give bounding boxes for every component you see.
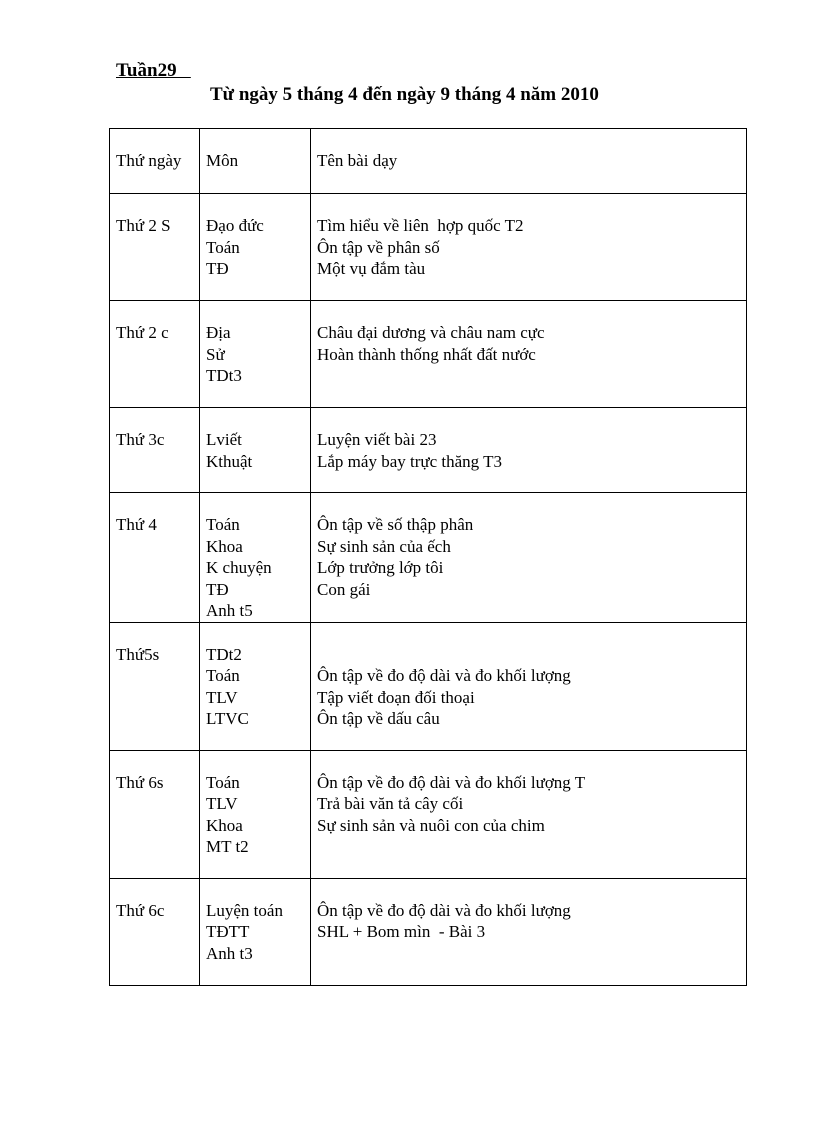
table-row <box>110 301 747 408</box>
lesson-cell-line: SHL + Bom mìn - Bài 3 <box>317 922 486 941</box>
subject-cell-line: Luyện toán <box>206 900 283 920</box>
table-row <box>110 408 747 493</box>
lesson-cell-line: Ôn tập về đo độ dài và đo khối lượng <box>317 900 571 920</box>
date-range-title: Từ ngày 5 tháng 4 đến ngày 9 tháng 4 năm 2010 <box>210 84 599 105</box>
lesson-cell-line: Sự sinh sản của ếch <box>317 536 451 556</box>
subject-cell-line: Anh t5 <box>206 601 253 620</box>
header-subject-label: Môn <box>206 151 239 170</box>
lesson-cell-line: Sự sinh sản và nuôi con của chim <box>317 815 545 835</box>
lesson-cell-line: Ôn tập về đo độ dài và đo khối lượng <box>317 666 571 685</box>
subject-cell-line: Lviết <box>206 430 242 449</box>
schedule-table <box>109 128 747 986</box>
lesson-cell-line: Lắp máy bay trực thăng T3 <box>317 451 502 471</box>
lesson-cell-line: Hoàn thành thống nhất đất nước <box>317 344 536 364</box>
subject-cell-line: Toán <box>206 515 240 534</box>
subject-cell <box>200 750 311 878</box>
subject-cell-line: TLV <box>206 794 238 813</box>
day-cell-label: Thứ 3c <box>116 430 165 449</box>
day-cell-label: Thứ 2 c <box>116 323 169 342</box>
day-cell-label: Thứ 2 S <box>116 216 171 235</box>
day-cell <box>110 878 200 985</box>
table-row <box>110 622 747 750</box>
subject-cell-line: TLV <box>206 687 238 707</box>
lesson-cell <box>311 194 747 301</box>
lesson-cell-line: Ôn tập về phân số <box>317 237 440 257</box>
day-cell-label: Thứ 6c <box>116 900 165 920</box>
subject-cell-line: TĐ <box>206 579 229 599</box>
table-header-row <box>110 129 747 194</box>
table-row <box>110 493 747 623</box>
table-row <box>110 878 747 985</box>
lesson-cell-line: Trả bài văn tả cây cối <box>317 794 464 813</box>
lesson-cell <box>311 493 747 623</box>
lesson-cell-line: Tìm hiểu về liên hợp quốc T2 <box>317 216 524 235</box>
header-lesson <box>311 129 747 194</box>
subject-cell-line: K chuyện <box>206 558 272 577</box>
week-title: Tuần29 <box>116 60 191 81</box>
subject-cell-line: Sử <box>206 344 225 364</box>
subject-cell-line: Toán <box>206 666 240 685</box>
lesson-cell-line <box>317 644 740 666</box>
subject-cell-line: MT t2 <box>206 837 249 856</box>
day-cell <box>110 194 200 301</box>
lesson-cell-line: Châu đại dương và châu nam cực <box>317 323 545 342</box>
subject-cell-line: Đạo đức <box>206 216 264 235</box>
lesson-cell-line: Luyện viết bài 23 <box>317 430 437 449</box>
day-cell <box>110 622 200 750</box>
subject-cell-line: Khoa <box>206 815 243 835</box>
lesson-cell-line: Con gái <box>317 579 371 599</box>
lesson-cell-line: Một vụ đắm tàu <box>317 259 426 278</box>
lesson-cell <box>311 408 747 493</box>
subject-cell <box>200 408 311 493</box>
subject-cell-line: TĐ <box>206 259 229 278</box>
subject-cell-line: Khoa <box>206 536 243 556</box>
subject-cell-line: Địa <box>206 323 231 342</box>
subject-cell-line: TDt3 <box>206 366 242 385</box>
header-lesson-label: Tên bài dạy <box>317 151 398 170</box>
lesson-cell <box>311 622 747 750</box>
subject-cell-line: TDt2 <box>206 644 242 664</box>
day-cell-label: Thứ5s <box>116 644 160 664</box>
subject-cell-line: Toán <box>206 237 240 257</box>
lesson-cell-line: Ôn tập về số thập phân <box>317 515 474 534</box>
subject-cell-line: Anh t3 <box>206 943 253 963</box>
lesson-cell-line: Lớp trưởng lớp tôi <box>317 558 444 577</box>
lesson-cell-line: Tập viết đoạn đối thoại <box>317 687 475 707</box>
subject-cell <box>200 493 311 623</box>
header-day <box>110 129 200 194</box>
lesson-cell <box>311 301 747 408</box>
header-subject <box>200 129 311 194</box>
subject-cell <box>200 194 311 301</box>
day-cell <box>110 301 200 408</box>
subject-cell <box>200 622 311 750</box>
table-row <box>110 194 747 301</box>
day-cell <box>110 750 200 878</box>
day-cell-label: Thứ 4 <box>116 515 157 534</box>
subject-cell-line: Toán <box>206 772 240 792</box>
day-cell-label: Thứ 6s <box>116 772 164 792</box>
header-day-label: Thứ ngày <box>116 151 182 170</box>
lesson-cell-line: Ôn tập về dấu câu <box>317 709 440 728</box>
subject-cell-line: Kthuật <box>206 451 253 471</box>
lesson-cell-line: Ôn tập về đo độ dài và đo khối lượng T <box>317 772 586 792</box>
day-cell <box>110 408 200 493</box>
lesson-cell <box>311 750 747 878</box>
subject-cell <box>200 878 311 985</box>
subject-cell-line: LTVC <box>206 709 249 728</box>
table-row <box>110 750 747 878</box>
subject-cell-line: TĐTT <box>206 922 250 941</box>
lesson-cell <box>311 878 747 985</box>
subject-cell <box>200 301 311 408</box>
day-cell <box>110 493 200 623</box>
